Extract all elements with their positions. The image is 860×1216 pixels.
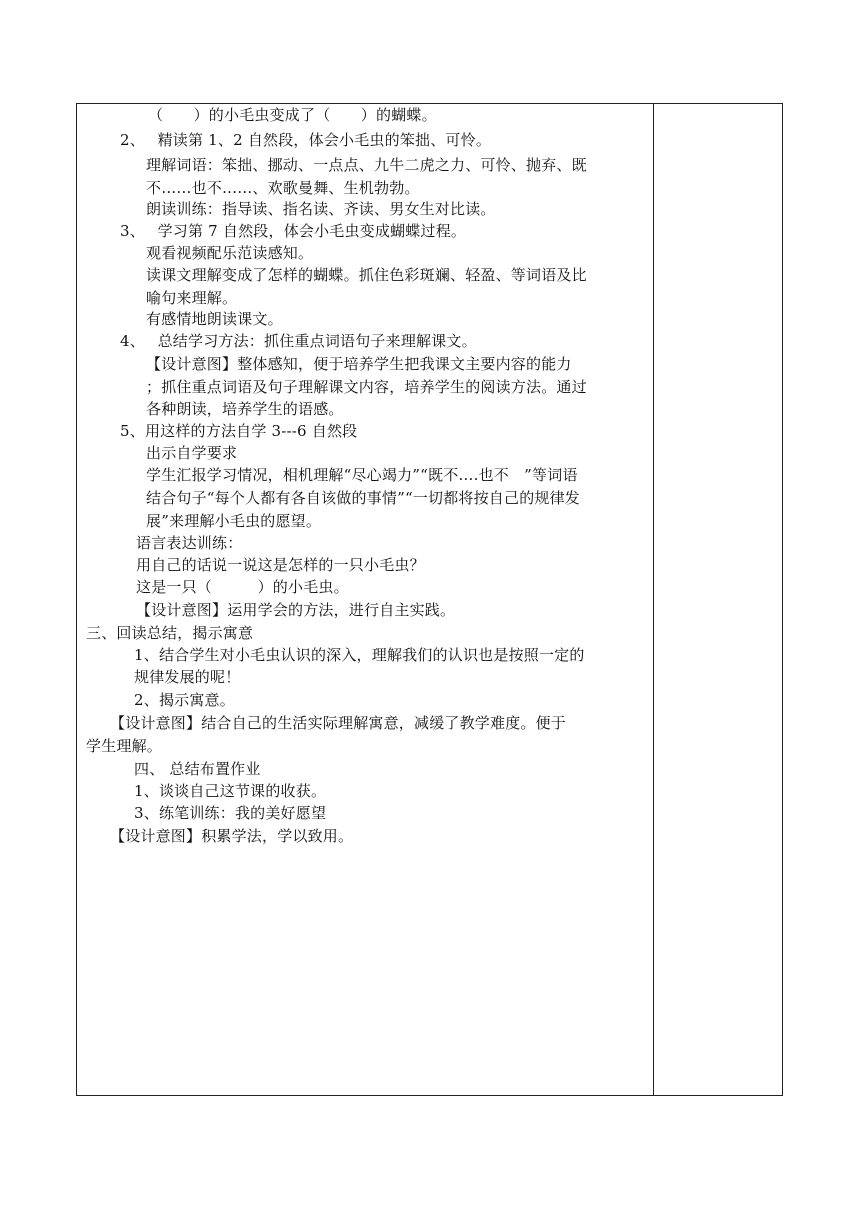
text-line: 三、回读总结，揭示寓意 [86,624,254,642]
text-line: 展”来理解小毛虫的愿望。 [146,512,322,530]
text-line: 四、 总结布置作业 [134,760,261,778]
text-line: ；抓住重点词语及句子理解课文内容，培养学生的阅读方法。通过 [146,378,587,396]
text-line: 5、用这样的方法自学 3---6 自然段 [120,422,358,440]
text-line: 结合句子“每个人都有各自该做的事情”“一切都将按自己的规律发 [146,489,581,507]
text-line: （ ）的小毛虫变成了（ ）的蝴蝶。 [148,106,437,124]
text-line: 【设计意图】运用学会的方法，进行自主实践。 [136,601,456,619]
text-line: 2、揭示寓意。 [134,691,235,709]
text-line: 1、谈谈自己这节课的收获。 [134,782,327,800]
text-line: 3、练笔训练：我的美好愿望 [134,804,327,822]
text-line: 语言表达训练： [136,534,243,552]
text-line: 1、结合学生对小毛虫认识的深入，理解我们的认识也是按照一定的 [134,646,585,664]
text-line: 用自己的话说一说这是怎样的一只小毛虫？ [136,556,425,574]
text-line: 有感情地朗读课文。 [146,310,283,328]
text-line: 读课文理解变成了怎样的蝴蝶。抓住色彩斑斓、轻盈、等词语及比 [146,266,587,284]
text-line: 规律发展的呢！ [134,668,241,686]
text-line: 各种朗读，培养学生的语感。 [146,400,344,418]
text-line: 2、 精读第 1、2 自然段，体会小毛虫的笨拙、可怜。 [120,131,492,149]
text-line: 不……也不……、欢歌曼舞、生机勃勃。 [146,179,420,197]
text-line: 理解词语：笨拙、挪动、一点点、九牛二虎之力、可怜、抛弃、既 [146,156,587,174]
column-divider [653,103,654,1096]
text-line: 3、 学习第 7 自然段，体会小毛虫变成蝴蝶过程。 [120,222,467,240]
text-line: 学生理解。 [86,737,163,755]
text-line: 4、 总结学习方法：抓住重点词语句子来理解课文。 [120,332,477,350]
text-line: 出示自学要求 [146,444,238,462]
text-line: 【设计意图】结合自己的生活实际理解寓意，减缓了教学难度。便于 [110,714,567,732]
text-line: 喻句来理解。 [146,289,238,307]
text-line: 朗读训练：指导读、指名读、齐读、男女生对比读。 [146,200,496,218]
text-line: 观看视频配乐范读感知。 [146,244,314,262]
text-line: 学生汇报学习情况，相机理解“尽心竭力”“既不….也不 ”等词语 [146,466,578,484]
text-line: 【设计意图】积累学法，学以致用。 [110,827,354,845]
text-line: 【设计意图】整体感知，便于培养学生把我课文主要内容的能力 [146,355,572,373]
text-line: 这是一只（ ）的小毛虫。 [136,578,349,596]
